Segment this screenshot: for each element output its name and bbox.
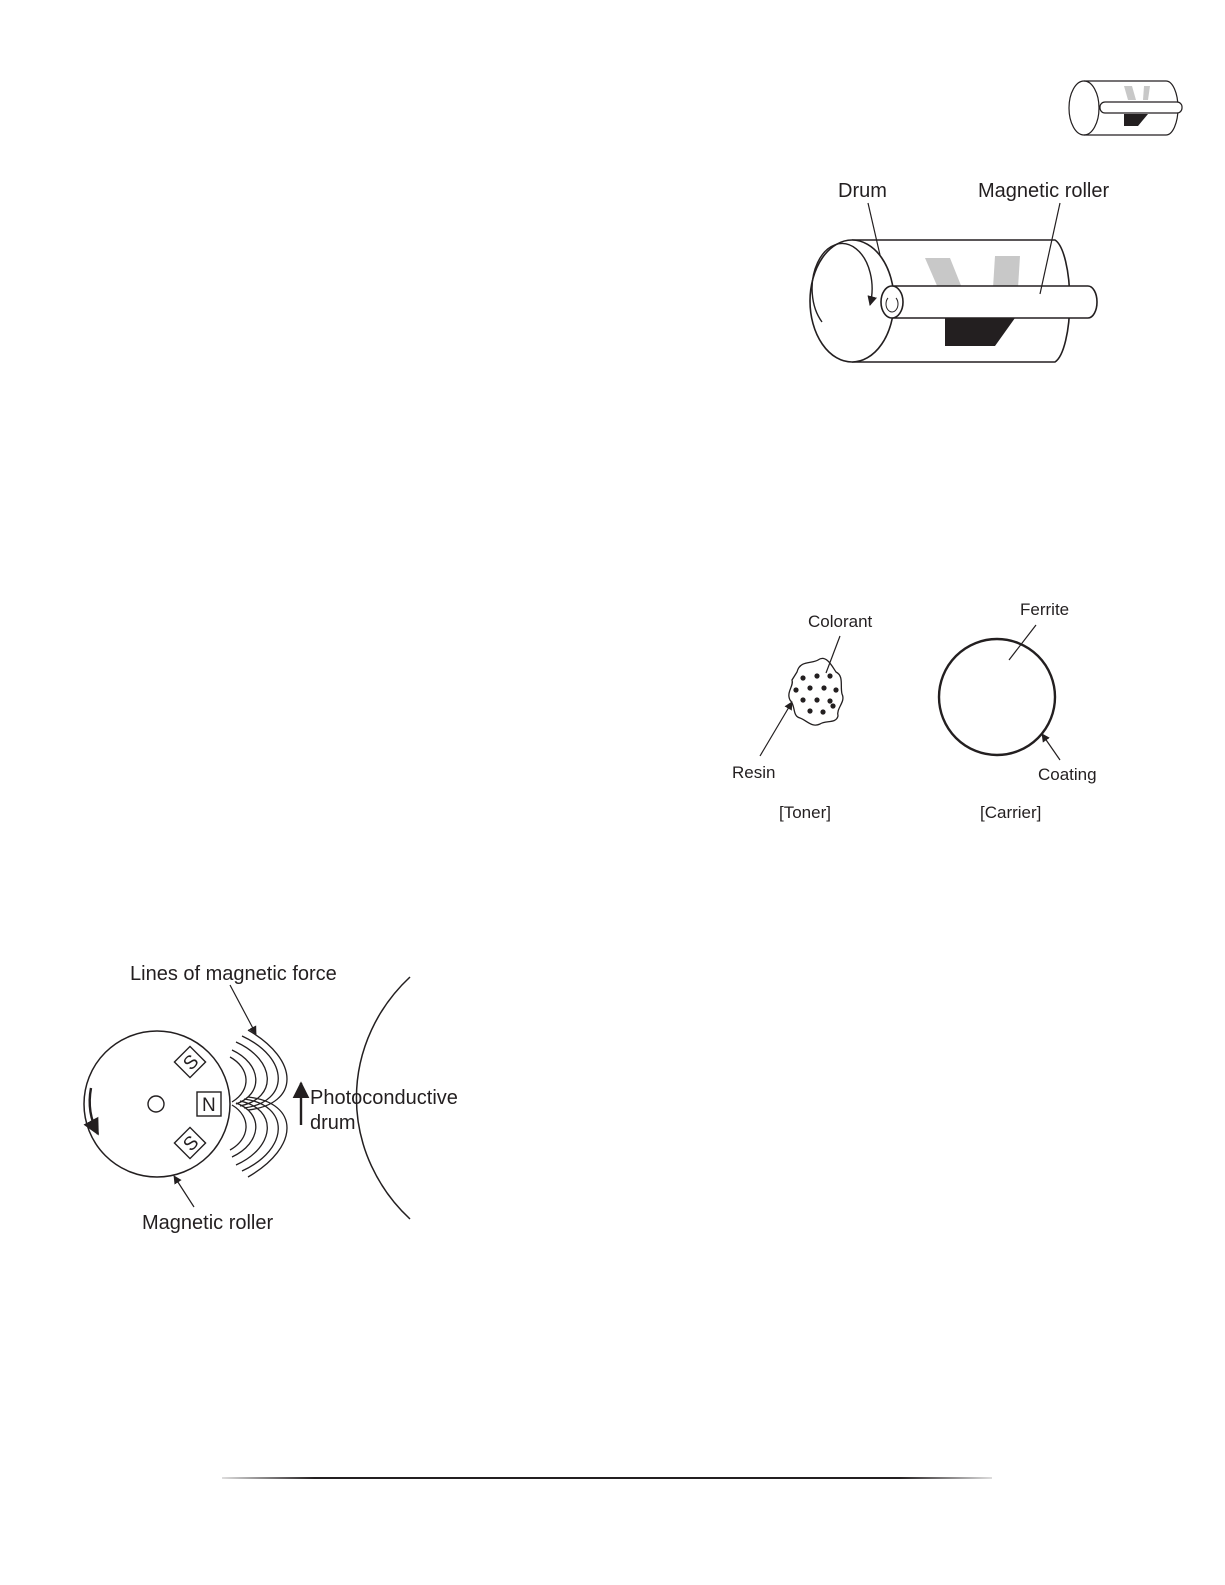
carrier-caption: [Carrier] (980, 803, 1042, 822)
drum-label-3: drum (310, 1112, 356, 1134)
colorant-label: Colorant (808, 612, 873, 631)
resin-label: Resin (732, 763, 776, 782)
coating-label: Coating (1038, 765, 1097, 784)
lines-of-force-label: Lines of magnetic force (130, 963, 337, 985)
magnetic-roller-label-3: Magnetic roller (142, 1212, 274, 1234)
drum-label: Drum (838, 180, 887, 202)
pole-n-label: N (202, 1095, 216, 1116)
pole-s-top-label: S (179, 1050, 204, 1075)
photoconductive-label: Photoconductive (310, 1087, 458, 1109)
toner-caption: [Toner] (779, 803, 831, 822)
magnetic-roller-label: Magnetic roller (978, 180, 1110, 202)
ferrite-label: Ferrite (1020, 600, 1070, 619)
pole-s-bottom-label: S (179, 1131, 204, 1156)
